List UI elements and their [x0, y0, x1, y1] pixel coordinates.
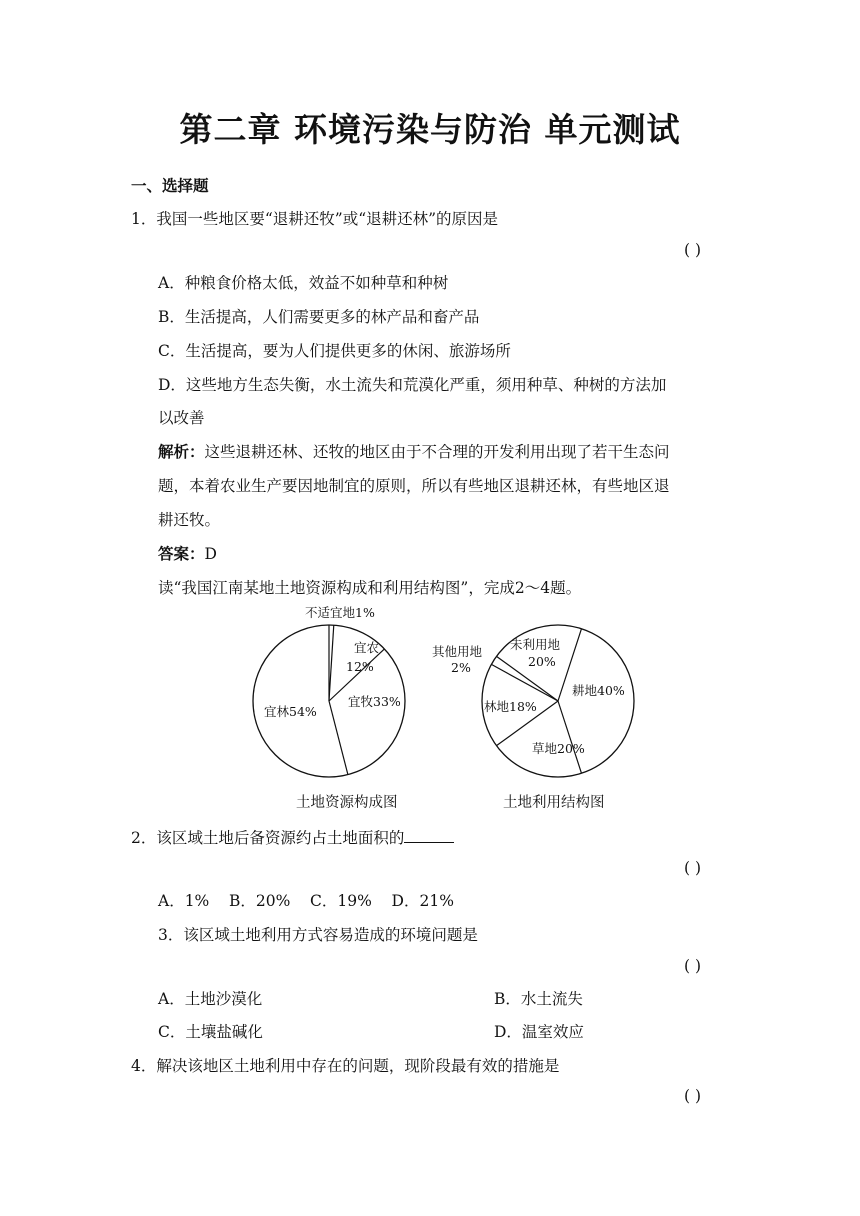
question-3-answer-paren: ( ): [684, 957, 702, 975]
question-1-analysis-line-1: [158, 440, 670, 462]
question-3-option-d: D．温室效应: [494, 1023, 584, 1041]
fill-in-blank: [404, 827, 454, 843]
question-3-option-b: B．水土流失: [494, 990, 583, 1008]
pie1-label-forest: 宜林54%: [264, 704, 317, 719]
question-2-text: 2．该区域土地后备资源约占土地面积的: [131, 829, 405, 847]
pie2-label-unused-name: 未利用地: [510, 637, 561, 652]
page-title: 第二章 环境污染与防治 单元测试: [179, 110, 681, 149]
pie1-caption: 土地资源构成图: [296, 795, 398, 811]
question-3-option-a: A．土地沙漠化: [158, 990, 263, 1008]
question-1-answer-paren: ( ): [684, 241, 702, 259]
question-1-option-d-cont: 以改善: [158, 409, 205, 427]
question-1-analysis-line-2: 题，本着农业生产要因地制宜的原则，所以有些地区退耕还林，有些地区退: [158, 477, 670, 495]
question-3-option-c: C．土壤盐碱化: [158, 1023, 263, 1041]
question-3-stem: 3．该区域土地利用方式容易造成的环境问题是: [158, 926, 478, 944]
question-2-answer-paren: ( ): [684, 859, 702, 877]
pie2-label-other-name: 其他用地: [432, 644, 483, 659]
pie1-label-farming-value: 12%: [346, 659, 374, 674]
figure-intro: 读“我国江南某地土地资源构成和利用结构图”，完成2～4题。: [158, 579, 582, 597]
pie1-slice-divider-2: [329, 625, 334, 701]
question-1-answer: [158, 542, 217, 564]
pie2-label-unused-value: 20%: [528, 654, 556, 669]
pie2-slice-divider-2: [558, 701, 581, 773]
analysis-text-1: 这些退耕还林、还牧的地区由于不合理的开发利用出现了若干生态问: [204, 443, 670, 461]
question-2-stem: [131, 826, 454, 848]
pie2-caption: 土地利用结构图: [503, 795, 605, 811]
question-4-answer-paren: ( ): [684, 1087, 702, 1105]
pie2-label-woodland: 林地18%: [484, 699, 537, 714]
pie1-label-grazing: 宜牧33%: [348, 694, 401, 709]
pie2-label-other-value: 2%: [451, 660, 471, 675]
question-1-option-c: C．生活提高，要为人们提供更多的休闲、旅游场所: [158, 342, 511, 360]
question-1-stem: 1．我国一些地区要“退耕还牧”或“退耕还林”的原因是: [131, 210, 499, 228]
question-4-stem: 4．解决该地区土地利用中存在的问题，现阶段最有效的措施是: [131, 1057, 560, 1075]
pie1-label-farming-name: 宜农: [354, 640, 380, 655]
pie2-label-farmland: 耕地40%: [572, 683, 625, 698]
question-1-option-a: A．种粮食价格太低，效益不如种草和种树: [158, 274, 449, 292]
section-heading: 一、选择题: [131, 177, 209, 195]
pie2-label-grassland: 草地20%: [532, 741, 585, 756]
pie1-slice-divider-4: [329, 701, 348, 775]
analysis-label: 解析：: [158, 443, 205, 461]
answer-value: D: [204, 545, 217, 563]
question-1-analysis-line-3: 耕还牧。: [158, 511, 221, 529]
question-2-options: A．1% B．20% C．19% D．21%: [158, 892, 454, 910]
pie1-label-unsuitable: 不适宜地1%: [305, 605, 375, 620]
question-1-option-b: B．生活提高，人们需要更多的林产品和畜产品: [158, 308, 480, 326]
pie2-slice-divider-4: [491, 664, 558, 701]
answer-label: 答案：: [158, 545, 205, 563]
question-1-option-d: D．这些地方生态失衡，水土流失和荒漠化严重，须用种草、种树的方法加: [158, 376, 667, 394]
